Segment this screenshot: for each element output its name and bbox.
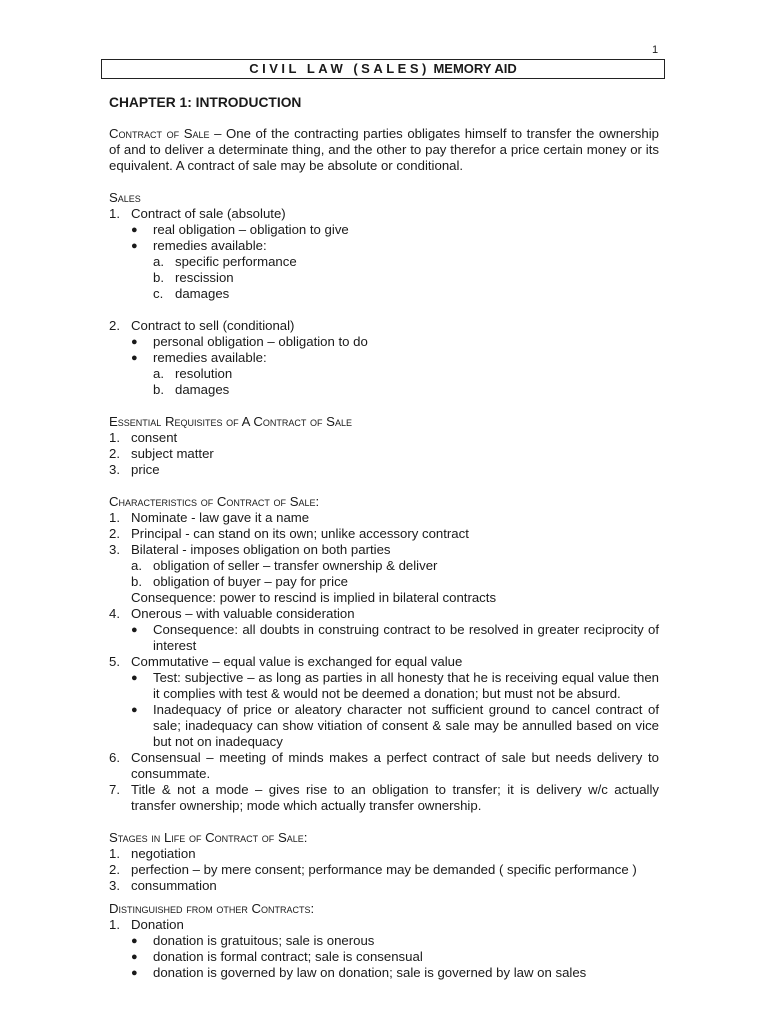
lettered-item: a. resolution [153, 366, 233, 381]
lettered-item: b. damages [153, 382, 230, 397]
list-item: 3. consummation [109, 878, 217, 893]
list-item: 3. Bilateral - imposes obligation on both parties [109, 542, 391, 557]
list-item: 4. Onerous – with valuable consideration [109, 606, 355, 621]
lettered-item: c. damages [153, 286, 230, 301]
list-item: 2. subject matter [109, 446, 214, 461]
definition-term: Contract of Sale [109, 126, 210, 141]
bullet-text: real obligation – obligation to give [153, 222, 349, 237]
title-rest: MEMORY AID [429, 61, 517, 76]
document-body [109, 95, 659, 981]
stages-heading: Stages in Life of Contract of Sale: [109, 830, 308, 845]
list-item: 1. Nominate - law gave it a name [109, 510, 310, 525]
requisites-heading: Essential Requisites of A Contract of Sale [109, 414, 352, 429]
list-item: 1. Donation [109, 917, 184, 932]
list-item: 2. Contract to sell (conditional) [109, 318, 295, 333]
list-item: 5. Commutative – equal value is exchanged for equal value [109, 654, 463, 669]
consequence-note: Consequence: power to rescind is implied in bilateral contracts [131, 590, 497, 605]
list-item: 1. negotiation [109, 846, 196, 861]
bullet-item: ● Test: subjective – as long as parties in all honesty that he is receiving equal value then it complies with test & would not be deemed a donation; but must not be absurd. [131, 670, 659, 701]
bullet-item: ● donation is gratuitous; sale is onerous [131, 933, 375, 948]
list-item: 3. price [109, 462, 160, 477]
bullet-item: ● personal obligation – obligation to do [131, 334, 368, 349]
bullet-item: ● donation is governed by law on donation; sale is governed by law on sales [131, 965, 587, 980]
bullet-item: ● remedies available: [131, 350, 267, 365]
lettered-item: b. rescission [153, 270, 234, 285]
list-item: 2. Principal - can stand on its own; unlike accessory contract [109, 526, 469, 541]
list-item: 2. perfection – by mere consent; performance may be demanded ( specific performance ) [109, 862, 637, 877]
list-item: 6. Consensual – meeting of minds makes a perfect contract of sale but needs delivery to consummate. [109, 750, 659, 781]
list-item: 7. Title & not a mode – gives rise to an obligation to transfer; it is delivery w/c actually transfer ownership; mode which actually transfer ownership. [109, 782, 659, 813]
distinguished-heading: Distinguished from other Contracts: [109, 901, 315, 916]
characteristics-heading: Characteristics of Contract of Sale: [109, 494, 320, 509]
title-spaced: CIVIL LAW (SALES) [249, 61, 430, 76]
lettered-item: b. obligation of buyer – pay for price [131, 574, 348, 589]
page-number: 1 [652, 44, 659, 56]
lettered-item: a. specific performance [153, 254, 297, 269]
bullet-item: ● real obligation – obligation to give [109, 222, 659, 238]
item-text: Contract of sale (absolute) [131, 206, 286, 221]
chapter-heading: CHAPTER 1: INTRODUCTION [109, 95, 302, 110]
bullet-item: ● Consequence: all doubts in construing contract to be resolved in greater reciprocity of interest [131, 622, 659, 653]
definition-text: – One of the contracting parties obligates himself to transfer the ownership of and to deliver a determinate thing, and the other to pay therefor a price certain money or its equivalent. A contract of sale may be absolute or conditional. [109, 126, 660, 173]
sales-heading: Sales [109, 190, 141, 205]
list-item: 1. consent [109, 430, 178, 445]
lettered-item: a. obligation of seller – transfer ownership & deliver [131, 558, 438, 573]
bullet-text: remedies available: [153, 238, 267, 253]
bullet-item: ● Inadequacy of price or aleatory character not sufficient ground to cancel contract of sale; inadequacy can show vitiation of consent & sale may be annulled based on vice but not on inadequacy [131, 702, 659, 749]
contract-definition [109, 126, 659, 174]
bullet-item: ● donation is formal contract; sale is consensual [131, 949, 423, 964]
bullet-item: ● remedies available: [109, 238, 659, 254]
list-item [109, 206, 659, 222]
item-number: 1. [109, 206, 120, 221]
document-title [101, 59, 665, 79]
